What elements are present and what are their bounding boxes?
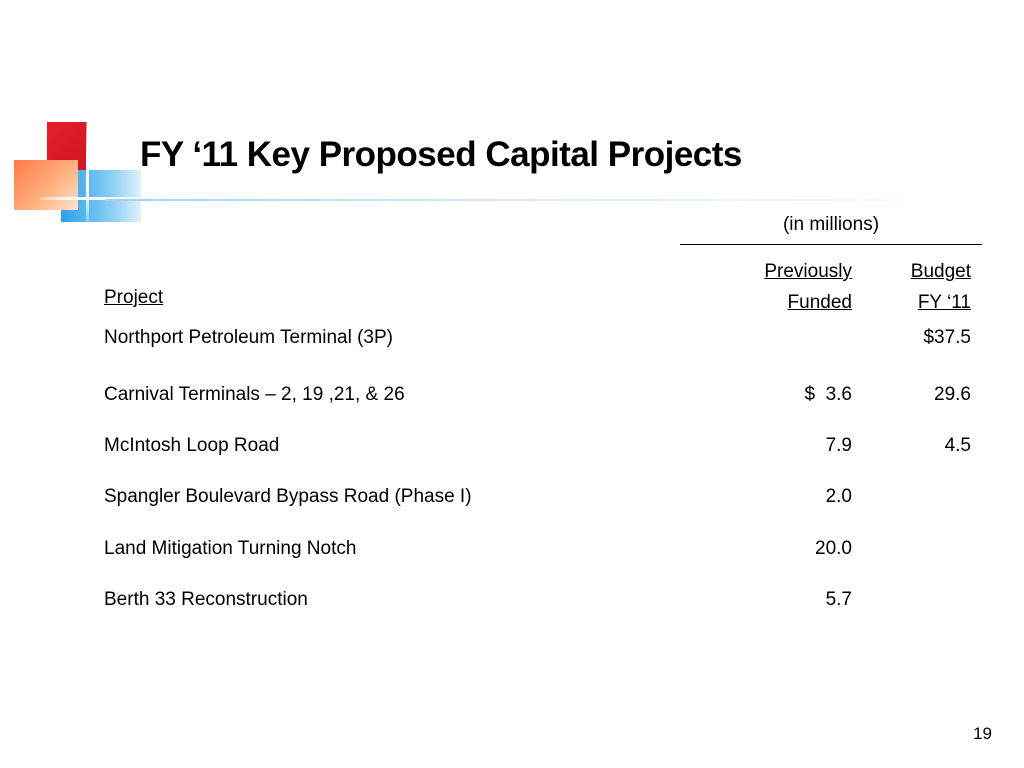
decorative-logo [0,0,160,240]
logo-vertical-line [86,110,89,225]
previously-funded-value: 5.7 [825,589,852,610]
previously-funded-value: 7.9 [825,435,852,456]
header-previously-funded [700,256,852,318]
header-budget-line1: Budget [910,261,971,282]
project-name: Land Mitigation Turning Notch [104,538,357,559]
units-label: (in millions) [782,214,880,235]
table-row [104,384,972,410]
table-row [104,435,972,461]
project-name: Carnival Terminals – 2, 19 ,21, & 26 [104,384,405,405]
previously-funded-value: 2.0 [825,486,852,507]
units-divider [680,244,982,245]
budget-fy11-value: $37.5 [923,327,971,348]
project-name: Spangler Boulevard Bypass Road (Phase I) [104,486,472,507]
header-previously-line1: Previously [764,261,852,282]
table-row [104,589,972,615]
table-row [104,486,972,512]
project-name: McIntosh Loop Road [104,435,280,456]
logo-orange-square [14,160,78,210]
previously-funded-value: $ 3.6 [804,384,852,405]
header-budget-line2: FY ‘11 [917,292,971,313]
slide-title: FY ‘11 Key Proposed Capital Projects [140,135,742,174]
header-budget-fy11 [862,256,971,318]
project-name: Northport Petroleum Terminal (3P) [104,327,393,348]
table-row [104,538,972,564]
budget-fy11-value: 29.6 [934,384,971,405]
header-project: Project [104,287,164,308]
table-row [104,327,972,353]
page-number: 19 [973,724,992,743]
project-name: Berth 33 Reconstruction [104,589,308,610]
header-previously-line2: Funded [787,292,852,313]
title-underline-rule [105,199,985,201]
previously-funded-value: 20.0 [815,538,852,559]
budget-fy11-value: 4.5 [944,435,971,456]
